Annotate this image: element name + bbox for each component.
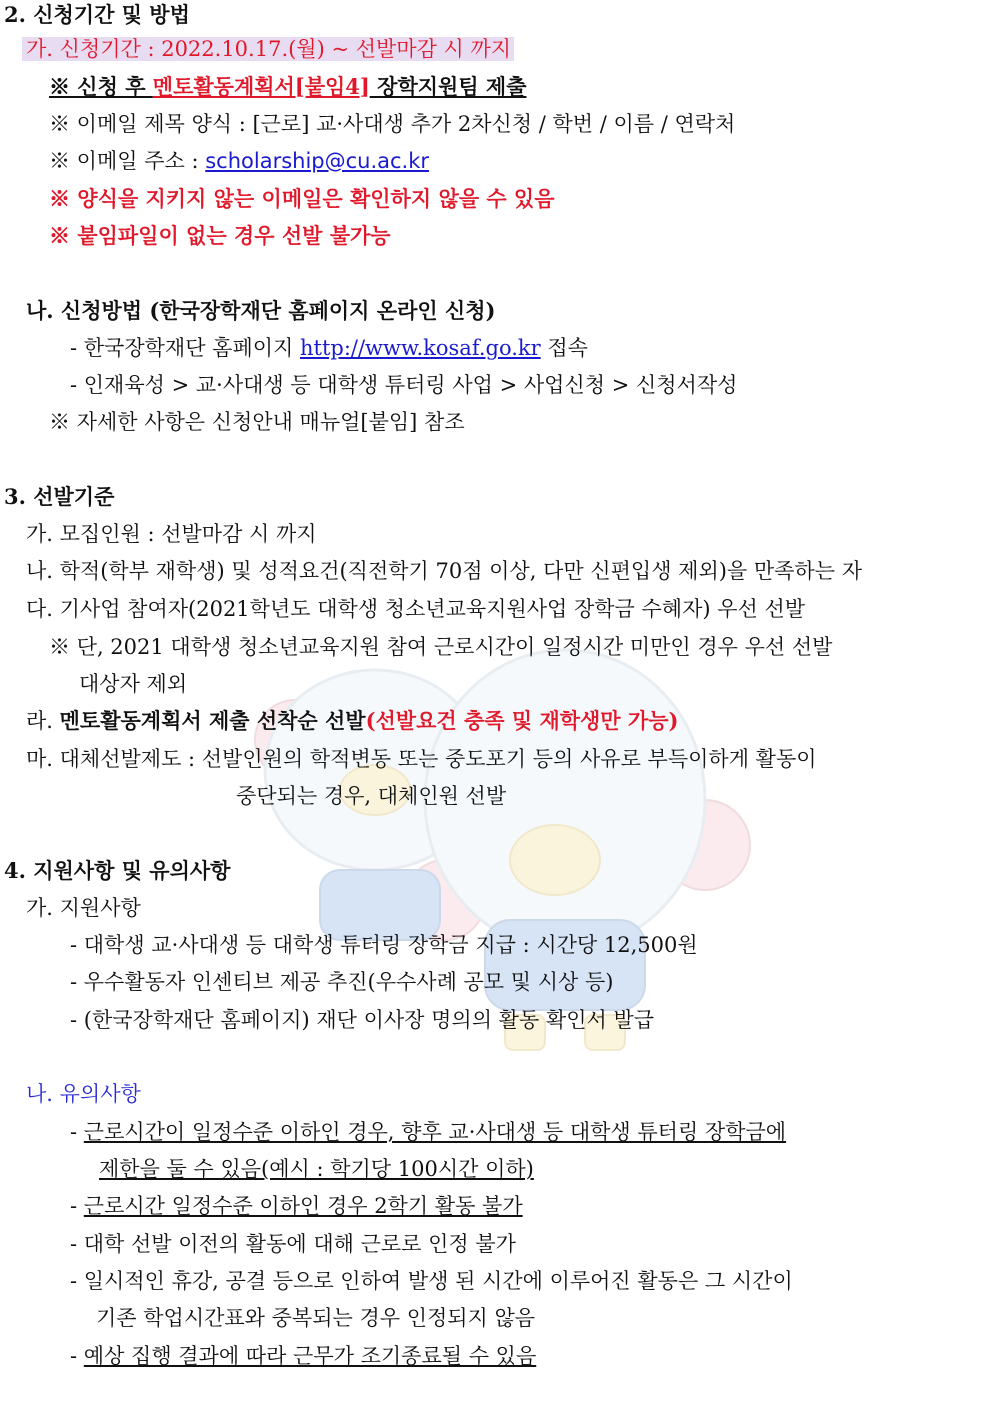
- email-label: ※ 이메일 주소 :: [49, 149, 206, 173]
- apply-method-heading: 나. 신청방법 (한국장학재단 홈페이지 온라인 신청): [26, 298, 496, 323]
- support-item-1: - 대학생 교·사대생 등 대학생 튜터링 장학금 지급 : 시간당 12,500원: [70, 933, 698, 957]
- period-line: [22, 34, 514, 64]
- recruit-count: 가. 모집인원 : 선발마감 시 까지: [26, 522, 317, 546]
- priority-exception-2: 대상자 제외: [79, 672, 188, 696]
- caution-item-2-text: 근로시간 일정수준 이하인 경우 2학기 활동 불가: [83, 1194, 523, 1218]
- substitute-selection-1: 마. 대체선발제도 : 선발인원의 학적변동 또는 중도포기 등의 사유로 부득이하게 활동이: [26, 747, 817, 771]
- section-2-heading: 2. 신청기간 및 방법: [4, 2, 190, 27]
- warning-attachment: ※ 붙임파일이 없는 경우 선발 불가능: [49, 223, 391, 248]
- email-address-line: [49, 146, 429, 176]
- first-come-condition: (선발요건 충족 및 재학생만 가능): [365, 708, 679, 733]
- mentor-plan-attachment: 멘토활동계획서[붙임4]: [152, 74, 370, 99]
- manual-reference: ※ 자세한 사항은 신청안내 매뉴얼[붙임] 참조: [49, 410, 465, 434]
- support-item-3: - (한국장학재단 홈페이지) 재단 이사장 명의의 활동 확인서 발급: [70, 1008, 655, 1032]
- warning-format: ※ 양식을 지키지 않는 이메일은 확인하지 않을 수 있음: [49, 186, 555, 211]
- period-highlight: 가. 신청기간 : 2022.10.17.(월) ~ 선발마감 시 까지: [22, 37, 514, 61]
- caution-item-3: - 대학 선발 이전의 활동에 대해 근로로 인정 불가: [70, 1232, 516, 1256]
- cautions-heading: 나. 유의사항: [26, 1082, 141, 1106]
- apply-method-item-2: - 인재육성 > 교·사대생 등 대학생 튜터링 사업 > 사업신청 > 신청서작성: [70, 373, 738, 397]
- eligibility: 나. 학적(학부 재학생) 및 성적요건(직전학기 70점 이상, 다만 신편입생 제외)을 만족하는 자: [26, 559, 862, 583]
- apply-method-item-1-prefix: - 한국장학재단 홈페이지: [70, 336, 300, 360]
- submit-note-suffix: 장학지원팀 제출: [369, 74, 527, 99]
- caution-item-2: [70, 1191, 523, 1221]
- submit-note: [49, 72, 526, 102]
- caution-item-5-text: 예상 집행 결과에 따라 근무가 조기종료될 수 있음: [83, 1344, 537, 1368]
- caution-item-4b: 기존 학업시간표와 중복되는 경우 인정되지 않음: [96, 1306, 536, 1330]
- substitute-selection-2: 중단되는 경우, 대체인원 선발: [236, 784, 507, 808]
- caution-item-5: [70, 1341, 536, 1371]
- mascot-watermark: [235, 620, 765, 1070]
- priority-exception-1: ※ 단, 2021 대학생 청소년교육지원 참여 근로시간이 일정시간 미만인 경우 우선 선발: [49, 635, 833, 659]
- email-link[interactable]: scholarship@cu.ac.kr: [205, 149, 430, 173]
- first-come-selection: [26, 706, 678, 736]
- first-come-main: 멘토활동계획서 제출 선착순 선발: [59, 708, 366, 733]
- submit-note-prefix: ※ 신청 후: [49, 74, 153, 99]
- section-3-heading: 3. 선발기준: [4, 484, 115, 509]
- section-4-heading: 4. 지원사항 및 유의사항: [4, 858, 231, 883]
- support-heading: 가. 지원사항: [26, 896, 141, 920]
- caution-item-1a-text: 근로시간이 일정수준 이하인 경우, 향후 교·사대생 등 대학생 튜터링 장학금에: [83, 1120, 787, 1144]
- caution-item-4a: - 일시적인 휴강, 공결 등으로 인하여 발생 된 시간에 이루어진 활동은 그 시간이: [70, 1269, 793, 1293]
- support-item-2: - 우수활동자 인센티브 제공 추진(우수사례 공모 및 시상 등): [70, 970, 614, 994]
- priority-selection: 다. 기사업 참여자(2021학년도 대학생 청소년교육지원사업 장학금 수혜자) 우선 선발: [26, 597, 806, 621]
- caution-dash-1: -: [70, 1120, 84, 1144]
- email-subject-format: ※ 이메일 제목 양식 : [근로] 교·사대생 추가 2차신청 / 학번 / 이름 / 연락처: [49, 112, 736, 136]
- apply-method-item-1: [70, 333, 588, 363]
- apply-method-item-1-suffix: 접속: [540, 336, 588, 360]
- caution-item-1a: [70, 1117, 786, 1147]
- caution-dash-5: -: [70, 1344, 84, 1368]
- caution-item-1b: 제한을 둘 수 있음(예시 : 학기당 100시간 이하): [99, 1157, 534, 1181]
- kosaf-link[interactable]: http://www.kosaf.go.kr: [299, 336, 541, 360]
- caution-dash-2: -: [70, 1194, 84, 1218]
- first-come-prefix: 라.: [26, 709, 60, 733]
